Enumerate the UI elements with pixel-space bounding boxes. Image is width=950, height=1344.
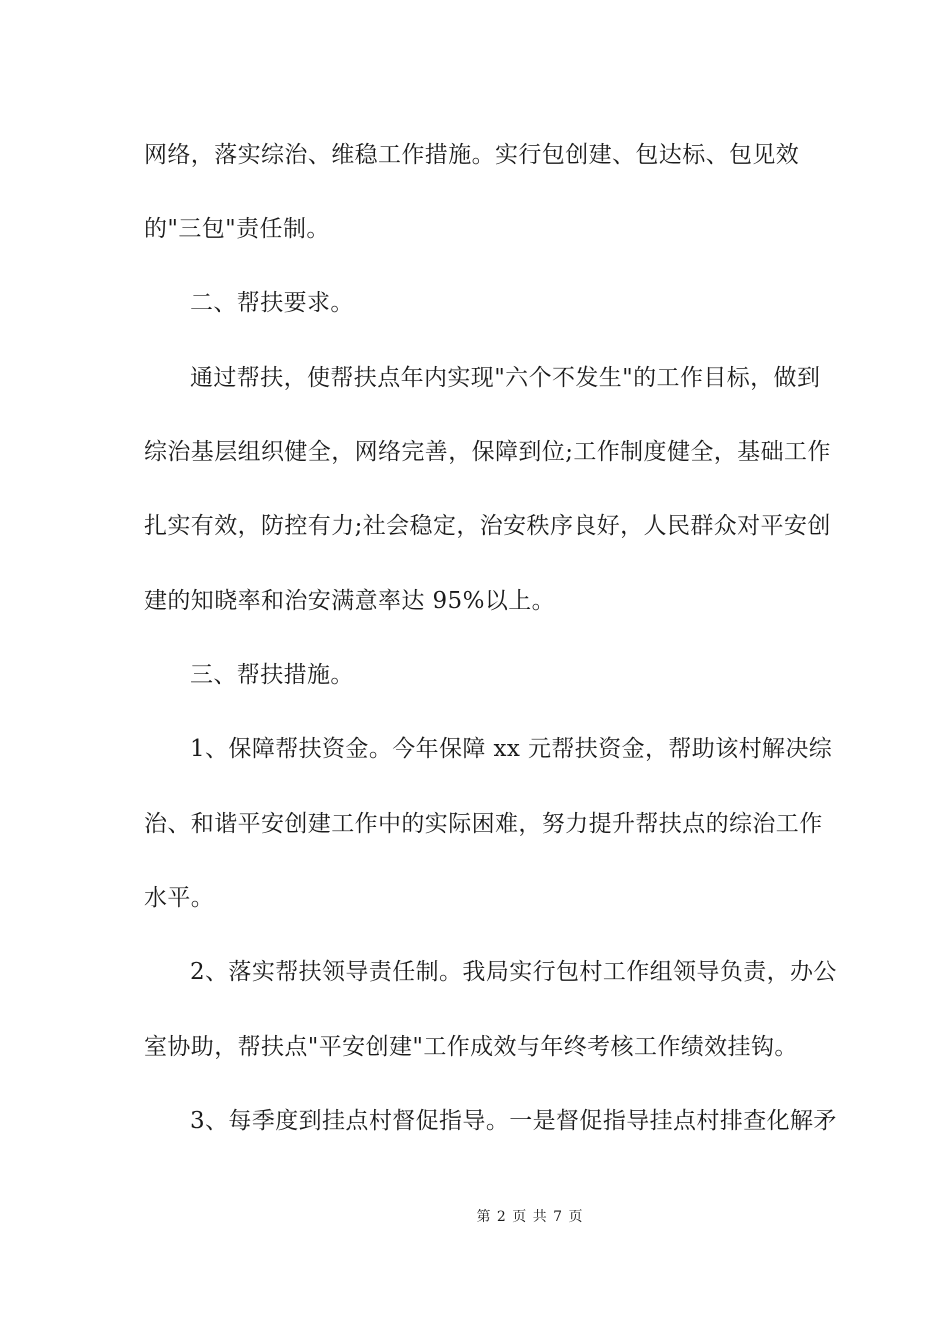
text-line: 1、保障帮扶资金。今年保障 xx 元帮扶资金，帮助该村解决综: [190, 736, 833, 762]
text-line: 2、落实帮扶领导责任制。我局实行包村工作组领导负责，办公: [190, 959, 837, 985]
text-line: 治、和谐平安创建工作中的实际困难，努力提升帮扶点的综治工作: [144, 811, 823, 837]
text-line: 建的知晓率和治安满意率达 95%以上。: [144, 588, 556, 614]
section-heading: 二、帮扶要求。: [190, 290, 354, 316]
page-number: 第 2 页 共 7 页: [476, 1209, 584, 1225]
text-line: 综治基层组织健全，网络完善，保障到位;工作制度健全，基础工作: [144, 439, 831, 465]
text-line: 网络，落实综治、维稳工作措施。实行包创建、包达标、包见效: [144, 142, 800, 168]
text-line: 扎实有效，防控有力;社会稳定，治安秩序良好，人民群众对平安创: [144, 513, 831, 539]
text-line: 的"三包"责任制。: [144, 216, 330, 242]
text-line: 水平。: [144, 885, 215, 911]
text-line: 通过帮扶，使帮扶点年内实现"六个不发生"的工作目标，做到: [190, 365, 821, 391]
text-line: 室协助，帮扶点"平安创建"工作成效与年终考核工作绩效挂钩。: [144, 1034, 798, 1060]
section-heading: 三、帮扶措施。: [190, 662, 354, 688]
text-line: 3、每季度到挂点村督促指导。一是督促指导挂点村排查化解矛: [190, 1108, 837, 1134]
